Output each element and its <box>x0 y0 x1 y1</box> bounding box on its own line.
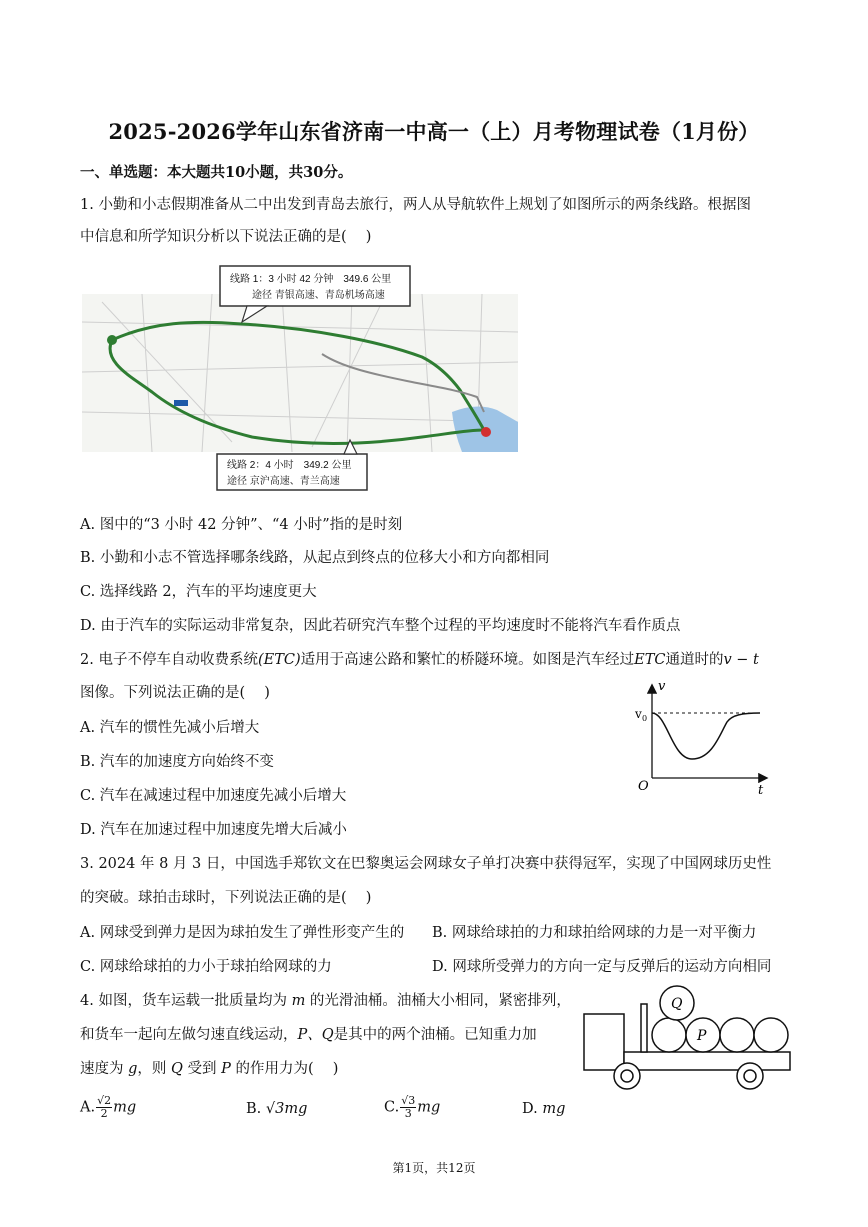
q3-option-a: A. 网球受到弹力是因为球拍发生了弹性形变产生的 <box>80 925 405 941</box>
q3-stem-line1: 3. 2024 年 8 月 3 日，中国选手郑钦文在巴黎奥运会网球女子单打决赛中获得冠军，实现了中国网球历史性 <box>80 856 772 872</box>
option-value: mg <box>417 1099 441 1116</box>
barrel <box>754 1018 788 1052</box>
wheel-hub <box>621 1070 633 1082</box>
q2-option-c: C. 汽车在减速过程中加速度先减小后增大 <box>80 788 347 804</box>
fraction <box>400 1095 416 1120</box>
option-value: √3mg <box>265 1101 308 1117</box>
q1-stem-line1: 1. 小勤和小志假期准备从二中出发到青岛去旅行，两人从导航软件上规划了如图所示的两条线路。根据图 <box>80 197 751 213</box>
v0-label: v <box>635 707 642 721</box>
option-value: mg <box>542 1101 566 1117</box>
q4-pq-symbols: P、Q <box>297 1027 334 1043</box>
q4-mass-symbol: m <box>291 993 306 1009</box>
q2-stem-part: 适用于高速公路和繁忙的桥隧环境。如图是汽车经过 <box>300 652 635 668</box>
q4-stem-part: 是其中的两个油桶。已知重力加 <box>333 1027 537 1043</box>
q4-option-c <box>384 1095 440 1120</box>
page-title: 2025-2026学年山东省济南一中高一（上）月考物理试卷（1月份） <box>108 119 760 144</box>
q1-option-a: A. 图中的“3 小时 42 分钟”、“4 小时”指的是时刻 <box>80 517 403 533</box>
v0-subscript: 0 <box>642 714 648 723</box>
q2-stem-part: 2. 电子不停车自动收费系统 <box>80 652 258 668</box>
label-p: P <box>697 1028 707 1044</box>
q3-option-b: B. 网球给球拍的力和球拍给网球的力是一对平衡力 <box>432 925 757 941</box>
section-heading: 一、单选题：本大题共10小题，共30分。 <box>80 164 353 181</box>
option-letter: D. <box>522 1101 538 1117</box>
barrel <box>652 1018 686 1052</box>
q1-option-d: D. 由于汽车的实际运动非常复杂，因此若研究汽车整个过程的平均速度时不能将汽车看作质点 <box>80 618 681 634</box>
q4-option-b <box>246 1101 307 1117</box>
q4-stem-line2 <box>80 1023 537 1044</box>
q4-stem-part: 速度为 <box>80 1061 124 1077</box>
label-q: Q <box>671 996 683 1012</box>
q4-stem-part: 的作用力为( ) <box>235 1061 339 1077</box>
fraction-denominator: 3 <box>404 1107 412 1120</box>
option-letter: B. <box>246 1101 262 1117</box>
end-marker-icon <box>481 427 491 437</box>
page-footer: 第1页，共12页 <box>392 1161 476 1175</box>
t-axis-label: t <box>758 783 764 796</box>
q2-option-d: D. 汽车在加速过程中加速度先增大后减小 <box>80 822 347 838</box>
fraction-numerator: √3 <box>401 1094 416 1107</box>
truck-cab <box>584 1014 624 1070</box>
q3-option-c: C. 网球给球拍的力小于球拍给网球的力 <box>80 959 332 975</box>
wheel-hub <box>744 1070 756 1082</box>
route-map <box>82 262 518 492</box>
q4-stem-part: ，则 <box>137 1061 167 1077</box>
q4-stem-part: 的光滑油桶。油桶大小相同，紧密排列， <box>309 993 571 1009</box>
q1-option-b: B. 小勤和小志不管选择哪条线路，从起点到终点的位移大小和方向都相同 <box>80 550 550 566</box>
q4-g-symbol: g <box>128 1061 138 1077</box>
origin-label: O <box>638 779 649 794</box>
q2-stem-part: 通道时的 <box>665 652 724 668</box>
q4-q-symbol: Q <box>171 1061 183 1077</box>
truck-diagram <box>581 984 793 1094</box>
q2-stem-line1 <box>80 648 759 669</box>
q4-p-symbol: P <box>221 1061 231 1077</box>
route-1-info: 线路 1：3 小时 42 分钟 349.6 公里 <box>230 274 392 285</box>
q4-stem-part: 受到 <box>187 1061 217 1077</box>
q2-etc-term: ETC <box>634 652 666 668</box>
q4-stem-part: 4. 如图，货车运载一批质量均为 <box>80 993 287 1009</box>
route-1-via: 途径 青银高速、青岛机场高速 <box>252 290 385 301</box>
q2-option-b: B. 汽车的加速度方向始终不变 <box>80 754 274 770</box>
barrel <box>720 1018 754 1052</box>
vt-curve <box>652 713 760 759</box>
q2-vt-term: v − t <box>723 652 759 668</box>
fraction <box>96 1095 112 1120</box>
q3-stem-line2: 的突破。球拍击球时，下列说法正确的是( ) <box>80 890 372 906</box>
vt-graph <box>632 674 772 796</box>
route-2-info: 线路 2：4 小时 349.2 公里 <box>227 460 352 471</box>
q4-stem-line3 <box>80 1057 338 1078</box>
truck-bed <box>624 1052 790 1070</box>
q1-option-c: C. 选择线路 2，汽车的平均速度更大 <box>80 584 317 600</box>
option-letter: C. <box>384 1099 400 1116</box>
fraction-denominator: 2 <box>100 1107 108 1120</box>
q4-stem-line1 <box>80 989 571 1010</box>
q4-option-d <box>522 1101 565 1117</box>
q2-stem-line2: 图像。下列说法正确的是( ) <box>80 685 270 701</box>
q4-option-a <box>80 1095 136 1120</box>
start-marker-icon <box>107 335 117 345</box>
option-value: mg <box>113 1099 137 1116</box>
q1-stem-line2: 中信息和所学知识分析以下说法正确的是( ) <box>80 229 372 245</box>
q4-stem-part: 和货车一起向左做匀速直线运动， <box>80 1027 298 1043</box>
q2-option-a: A. 汽车的惯性先减小后增大 <box>80 720 260 736</box>
q2-etc-abbr: (ETC) <box>257 652 301 668</box>
q3-option-d: D. 网球所受弹力的方向一定与反弹后的运动方向相同 <box>432 959 772 975</box>
v-axis-label: v <box>658 679 666 694</box>
option-letter: A. <box>80 1099 96 1116</box>
truck-front-wall <box>641 1004 647 1052</box>
fraction-numerator: √2 <box>97 1094 112 1107</box>
route-2-via: 途径 京沪高速、青兰高速 <box>227 476 340 487</box>
